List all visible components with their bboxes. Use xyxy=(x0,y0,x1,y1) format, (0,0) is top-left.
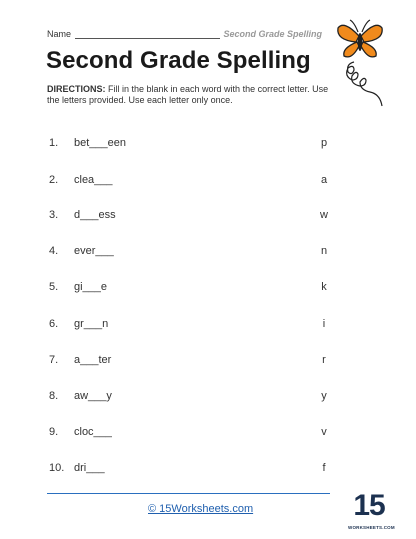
directions-label: DIRECTIONS: xyxy=(47,84,106,94)
item-word[interactable]: aw___y xyxy=(74,390,112,402)
item-word[interactable]: bet___een xyxy=(74,137,126,149)
item-word[interactable]: gi___e xyxy=(74,281,108,293)
name-label: Name xyxy=(47,29,72,39)
item-letter: n xyxy=(320,245,328,257)
logo-text: WORKSHEETS.COM xyxy=(348,525,395,530)
item-number: 2. xyxy=(49,174,59,186)
butterfly-icon xyxy=(330,14,390,109)
copyright-link[interactable]: © 15Worksheets.com xyxy=(148,503,254,515)
list-item xyxy=(0,318,416,334)
item-letter: k xyxy=(321,281,327,293)
footer-divider xyxy=(47,493,330,494)
item-number: 8. xyxy=(49,390,59,402)
item-number: 1. xyxy=(49,137,59,149)
item-letter: i xyxy=(322,318,326,330)
list-item xyxy=(0,462,416,478)
item-letter: w xyxy=(320,209,328,221)
list-item xyxy=(0,174,416,190)
item-word[interactable]: d___ess xyxy=(74,209,116,221)
list-item xyxy=(0,390,416,406)
list-item xyxy=(0,426,416,442)
item-number: 7. xyxy=(49,354,59,366)
item-word[interactable]: a___ter xyxy=(74,354,112,366)
item-letter: a xyxy=(320,174,328,186)
item-letter: p xyxy=(320,137,328,149)
item-letter: r xyxy=(322,354,326,366)
list-item xyxy=(0,209,416,225)
item-word[interactable]: gr___n xyxy=(74,318,109,330)
item-number: 9. xyxy=(49,426,59,438)
item-number: 10. xyxy=(49,462,65,474)
item-word[interactable]: ever___ xyxy=(74,245,114,257)
item-number: 4. xyxy=(49,245,59,257)
list-item xyxy=(0,137,416,153)
directions xyxy=(47,84,332,106)
item-word[interactable]: clea___ xyxy=(74,174,113,186)
directions-text: Fill in the blank in each word with the correct letter. Use the letters provided. Use each letter only once. xyxy=(47,84,329,105)
list-item xyxy=(0,354,416,370)
list-item xyxy=(0,281,416,297)
item-word[interactable]: cloc___ xyxy=(74,426,112,438)
item-number: 3. xyxy=(49,209,59,221)
header-sheet-title: Second Grade Spelling xyxy=(223,29,322,39)
item-letter: f xyxy=(322,462,326,474)
item-number: 6. xyxy=(49,318,59,330)
list-item xyxy=(0,245,416,261)
item-letter: v xyxy=(321,426,327,438)
item-letter: y xyxy=(321,390,327,402)
logo-number: 15 xyxy=(353,489,385,522)
name-row xyxy=(47,25,322,39)
page-title: Second Grade Spelling xyxy=(46,47,311,74)
site-logo[interactable] xyxy=(348,489,395,533)
name-blank-line[interactable] xyxy=(75,28,220,39)
item-number: 5. xyxy=(49,281,59,293)
item-word[interactable]: dri___ xyxy=(74,462,105,474)
